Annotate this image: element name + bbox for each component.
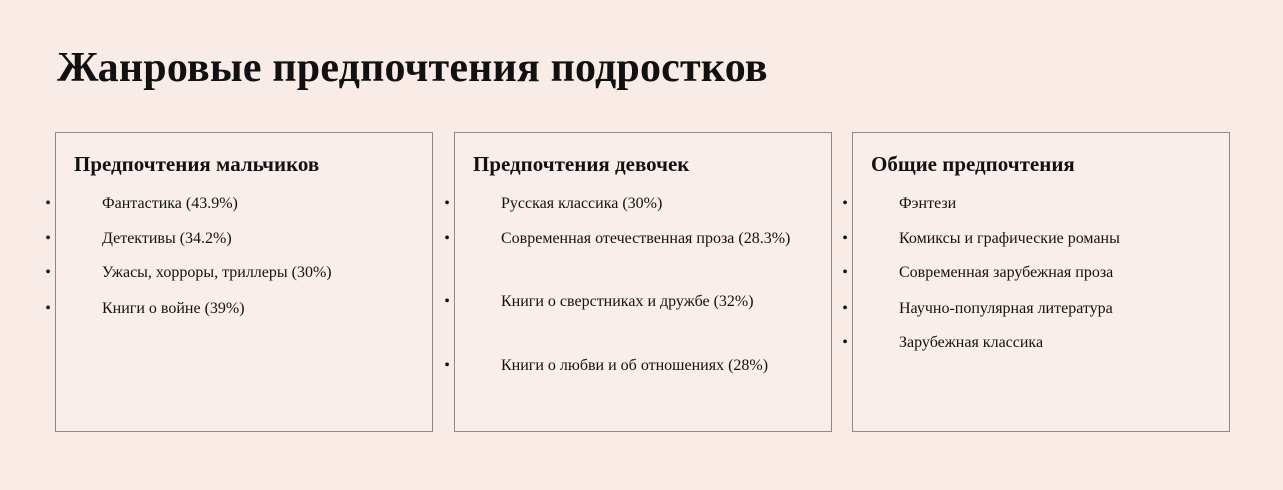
- list-item: [45, 229, 232, 249]
- list-item-label: Научно-популярная литература: [899, 300, 1113, 317]
- list-item: [45, 194, 238, 214]
- page-title: Жанровые предпочтения подростков: [57, 45, 768, 91]
- list-item-label: Книги о войне (39%): [102, 300, 245, 317]
- list-item-label: Книги о сверстниках и дружбе (32%): [501, 293, 754, 310]
- bullet-icon: •: [842, 300, 848, 317]
- bullet-icon: •: [842, 264, 848, 281]
- bullet-icon: •: [45, 195, 51, 212]
- list-item: [444, 194, 663, 214]
- list-item-label: Фэнтези: [899, 195, 957, 212]
- bullet-icon: •: [842, 230, 848, 247]
- card-title: Предпочтения девочек: [473, 152, 690, 176]
- bullet-icon: •: [444, 357, 450, 374]
- list-item-label: Русская классика (30%): [501, 195, 663, 212]
- bullet-icon: •: [444, 230, 450, 247]
- list-item: [842, 229, 1120, 249]
- list-item: [444, 229, 791, 249]
- bullet-icon: •: [842, 195, 848, 212]
- list-item: [45, 299, 245, 319]
- list-item: [842, 299, 1113, 319]
- list-item-label: Детективы (34.2%): [102, 230, 232, 247]
- list-item: [842, 194, 957, 214]
- list-item-label: Фантастика (43.9%): [102, 195, 238, 212]
- boys-preferences-card: [45, 132, 433, 432]
- list-item-label: Комиксы и графические романы: [899, 230, 1120, 247]
- card-title: Предпочтения мальчиков: [74, 152, 320, 176]
- list-item: [842, 263, 1114, 283]
- bullet-icon: •: [842, 334, 848, 351]
- bullet-icon: •: [444, 195, 450, 212]
- card-title: Общие предпочтения: [871, 152, 1075, 176]
- common-preferences-card: [842, 132, 1230, 432]
- list-item: [842, 333, 1044, 353]
- list-item: [45, 263, 332, 283]
- list-item-label: Ужасы, хорроры, триллеры (30%): [102, 264, 332, 281]
- list-item-label: Зарубежная классика: [899, 334, 1044, 351]
- list-item-label: Современная зарубежная проза: [899, 264, 1114, 281]
- bullet-icon: •: [45, 264, 51, 281]
- list-item-label: Книги о любви и об отношениях (28%): [501, 357, 769, 374]
- list-item: [444, 356, 769, 376]
- bullet-icon: •: [444, 293, 450, 310]
- girls-preferences-card: [444, 132, 832, 432]
- list-item: [444, 292, 754, 312]
- bullet-icon: •: [45, 230, 51, 247]
- bullet-icon: •: [45, 300, 51, 317]
- list-item-label: Современная отечественная проза (28.3%): [501, 230, 791, 247]
